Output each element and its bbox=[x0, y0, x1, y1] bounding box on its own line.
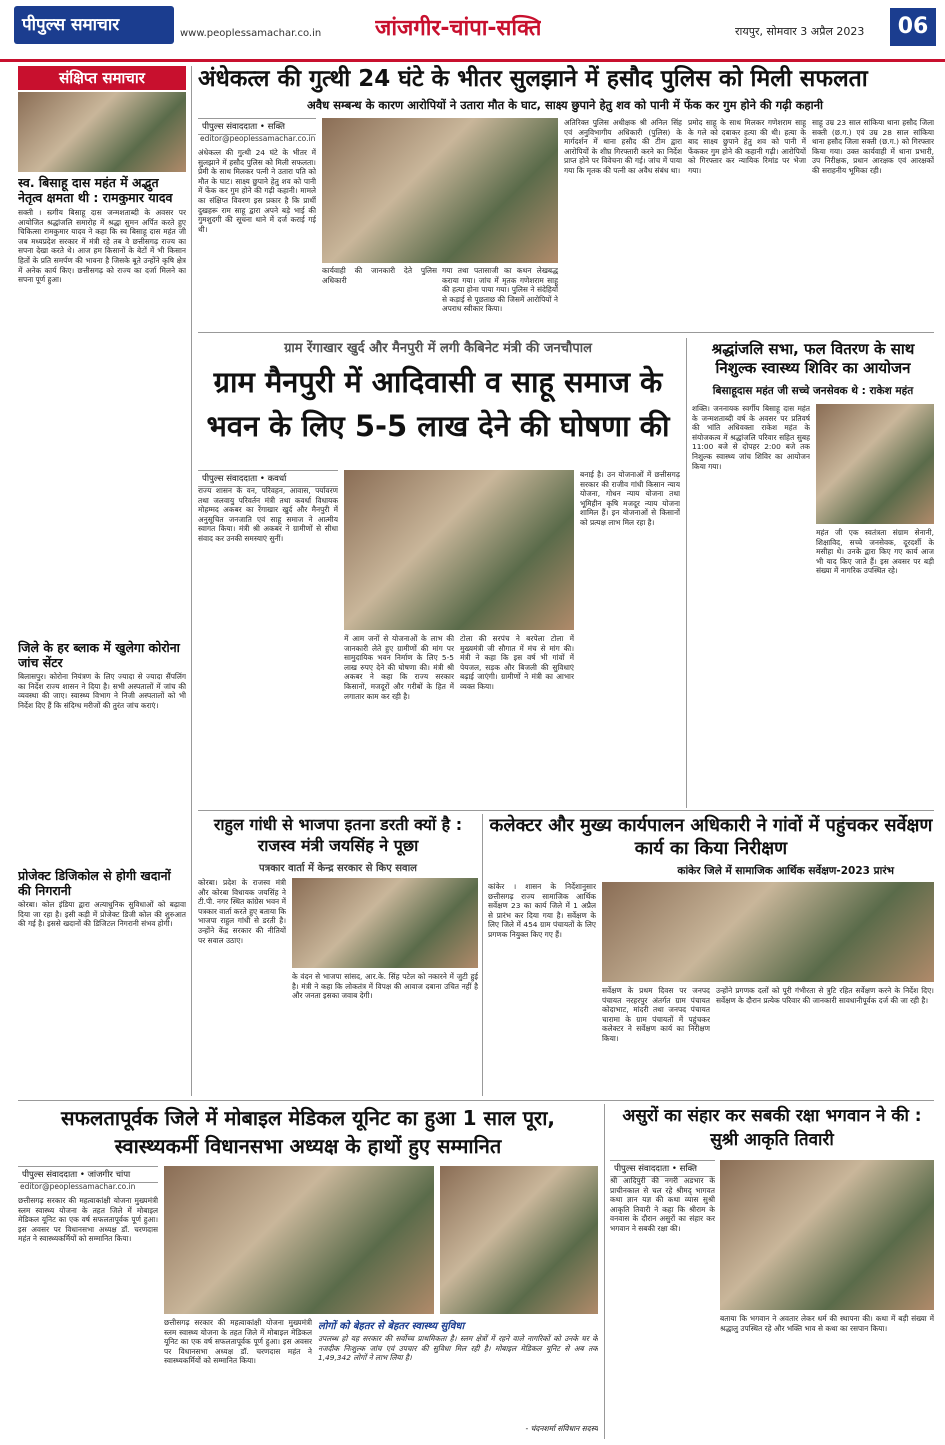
a6-byline: पीपुल्स संवाददाता • जांजगीर चांपा bbox=[18, 1166, 158, 1183]
issue-date: रायपुर, सोमवार 3 अप्रैल 2023 bbox=[735, 25, 865, 38]
a6-email[interactable]: editor@peoplessamachar.co.in bbox=[20, 1182, 136, 1191]
brief-item3-body: कोरबा। कोल इंडिया द्वारा अत्याधुनिक सुविधाओं को बढ़ावा दिया जा रहा है। इसी कड़ी में प्रोजेक्ट डिजी कोल की शुरुआत की गई है। इससे खदानों की डिजिटल निगरानी संभव होगी। bbox=[18, 900, 186, 929]
a4-headline: राहुल गांधी से भाजपा इतना डरती क्यों है : राजस्व मंत्री जयसिंह ने पूछा bbox=[213, 815, 463, 855]
brief-item2-body: बिलासपुर। कोरोना नियंत्रण के लिए ज्यादा से ज्यादा सैंपलिंग का निर्देश राज्य शासन ने दिया है। सभी अस्पतालों में जांच की व्यवस्था की जाए। स्वास्थ्य विभाग ने निजी अस्पतालों को भी निर्देश दिए हैं कि संदिग्ध मरीजों की तुरंत जांच कराएं। bbox=[18, 672, 186, 710]
a2-body-2: में आम जनों से योजनाओं के लाभ की जानकारी लेते हुए ग्रामीणों की मांग पर सामुदायिक भवन निर्माण के लिए 5-5 लाख रुपए देने की घोषणा की। मंत्री श्री अकबर ने कहा कि राज्य सरकार किसानों, मजदूरों और गरीबों के हित में लगातार काम कर रही है। bbox=[344, 634, 454, 701]
a1-body-3: अतिरिक्त पुलिस अधीक्षक श्री अनिल सिंह एवं अनुविभागीय अधिकारी (पुलिस) के मार्गदर्शन में थाना हसौद की टीम द्वारा आरोपियों के शीघ्र गिरफ्तारी करने का निर्देश प्राप्त होने पर विवेचना की गई। जांच में पाया गया कि मृतक की पत्नी का अवैध संबंध था। bbox=[564, 118, 682, 175]
a6-body-2: छत्तीसगढ़ सरकार की महत्वाकांक्षी योजना मुख्यमंत्री स्लम स्वास्थ्य योजना के तहत जिले में मोबाइल मेडिकल यूनिट का एक वर्ष सफलतापूर्वक पूर्ण हुआ। इस अवसर पर विधानसभा अध्यक्ष डॉ. चरणदास महंत ने स्वास्थ्यकर्मियों को सम्मानित किया। bbox=[164, 1318, 312, 1366]
a6-staff-photo bbox=[440, 1166, 598, 1314]
brief-item3-title: प्रोजेक्ट डिजिकोल से होगी खदानों की निगरानी bbox=[18, 868, 171, 898]
a6-quote-title: लोगों को बेहतर से बेहतर स्वास्थ्य सुविधा bbox=[318, 1321, 465, 1332]
a5-headline: कलेक्टर और मुख्य कार्यपालन अधिकारी ने गांवों में पहुंचकर सर्वेक्षण कार्य का किया निरीक्षण bbox=[489, 815, 933, 859]
masthead bbox=[0, 0, 945, 62]
brief-item1-body: सक्ती । स्व्र्गीय बिसाहू दास जन्मशताब्दी के अवसर पर आयोजित श्रद्धांजलि समारोह में श्रद्धा सुमन अर्पित करते हुए चिकित्सा रामकुमार यादव ने कहा कि स्व बिसाहू दास महंत जी जब मध्यप्रदेश सरकार में मंत्री रहे तब वे छत्तीसगढ़ राज्य का सपना देखा करते थे। आज हम किसानों के बेटों में भी किसान हितों के प्रति समर्पण की भावना है जिसके बूते उन्होंने कृषि क्षेत्र में अनेक कार्य किए। छत्तीसगढ़ को राज्य का दर्जा मिलने का सपना पूर्ण हुआ। bbox=[18, 208, 186, 285]
brief-item1-title: स्व. बिसाहू दास महंत में अद्भुत नेतृत्व क्षमता थी : रामकुमार यादव bbox=[18, 175, 173, 205]
a1-email[interactable]: editor@peoplessamachar.co.in bbox=[200, 134, 316, 143]
a2-body-4: बनाई है। उन योजनाओं में छत्तीसगढ़ सरकार की राजीव गांधी किसान न्याय योजना, गोधन न्याय योजना तथा भूमिहीन कृषि मजदूर न्याय योजना शामिल हैं। इन योजनाओं से किसानों को प्रत्यक्ष लाभ मिल रहा है। bbox=[580, 470, 680, 527]
a4-subheadline: पत्रकार वार्ता में केन्द्र सरकार से किए सवाल bbox=[259, 863, 417, 874]
a4-body-2: के वंदन से भाजपा सांसद, आर.के. सिंह पटेल को नकारने में जुटी हुई है। मंत्री ने कहा कि लोकतंत्र में विपक्ष की आवाज दबाना उचित नहीं है और जनता इसका जवाब देगी। bbox=[292, 972, 478, 1001]
a2-meeting-photo bbox=[344, 470, 574, 630]
a1-body-2: गया तथा पतासाजी का कथन लेखबद्ध कराया गया। जांच में मृतक गणेशराम साहू की हत्या होना पाया गया। पुलिस ने संदेहियों से कड़ाई से पूछताछ की जिसमें आरोपियों ने अपराध स्वीकार किया। bbox=[442, 266, 558, 314]
a1-subheadline: अवैध सम्बन्ध के कारण आरोपियों ने उतारा मौत के घाट, साक्ष्य छुपाने हेतु शव को पानी में फेंक कर गुम होने की गढ़ी कहानी bbox=[306, 98, 823, 112]
divider bbox=[198, 810, 934, 811]
a1-headline: अंधेकत्ल की गुत्थी 24 घंटे के भीतर सुलझाने में हसौद पुलिस को मिली सफलता bbox=[198, 66, 868, 92]
a7-body-2: बताया कि भगवान ने अवतार लेकर धर्म की स्थापना की। कथा में बड़ी संख्या में श्रद्धालु उपस्थित रहे और भक्ति भाव से कथा का रसपान किया। bbox=[720, 1314, 934, 1333]
a6-headline: सफलतापूर्वक जिले में मोबाइल मेडिकल यूनिट का हुआ 1 साल पूरा, स्वास्थ्यकर्मी विधानसभा अध्यक्ष के हाथों हुए सम्मानित bbox=[60, 1106, 556, 1158]
a1-body-1: अंधेकत्ल की गुत्थी 24 घंटे के भीतर में सुलझाने में हसौद पुलिस को मिली सफलता। प्रेमी के साथ मिलकर पत्नी ने उतारा पति को मौत के घाट। साक्ष्य छुपाने हेतु शव को पानी में फेंक कर गुम होने की गढ़ी कहानी। मामले का संक्षिप्त विवरण इस प्रकार है कि प्रार्थी दुखहरू राम साहू द्वारा अपने बड़े भाई की गुमशुदगी की सूचना थाने में दर्ज कराई गई थी। bbox=[198, 148, 316, 234]
a2-body-1: राज्य शासन के वन, परिवहन, आवास, पर्यावरण तथा जलवायु परिवर्तन मंत्री तथा कवर्धा विधायक मोहम्मद अकबर का रेंगाखार खुर्द और मैनपुरी में अनुसूचित जनजाति एवं साहू समाज ने आत्मीय स्वागत किया। मंत्री श्री अकबर ने ग्रामीणों से सीधा संवाद कर उनकी समस्याएं सुनीं। bbox=[198, 486, 338, 543]
column-divider bbox=[191, 66, 192, 1096]
a1-body-4: प्रमोद साहू के साथ मिलकर गणेशराम साहू के गले को दबाकर हत्या की थी। हत्या के बाद साक्ष्य छुपाने हेतु शव को पानी में फेंककर गुम होने की कहानी गढ़ी। आरोपियों को गिरफ्तार कर न्यायिक रिमांड पर भेजा गया। bbox=[688, 118, 806, 175]
a3-body-1: शक्ति। जननायक स्वर्गीय बिसाहू दास महंत के जन्मशताब्दी वर्ष के अवसर पर प्रतिवर्ष की भांति अधिवक्ता राकेश महंत के संयोजकत्व में श्रद्धांजलि परिवार सहित सुबह 11:00 बजे से दोपहर 2:00 बजे तक निशुल्क स्वास्थ्य जांच शिविर का आयोजन किया गया। bbox=[692, 404, 810, 471]
brief-item2-title: जिले के हर ब्लाक में खुलेगा कोरोना जांच सेंटर bbox=[18, 640, 180, 670]
a3-body-2: महंत जी एक स्वतंत्रता संग्राम सेनानी, शिक्षाविद, सच्चे जनसेवक, दूरदर्शी के मसीहा थे। उनके द्वारा किए गए कार्य आज भी याद किए जाते हैं। इस अवसर पर बड़ी संख्या में नागरिक उपस्थित रहे। bbox=[816, 528, 934, 576]
newspaper-logo: पीपुल्स समाचार bbox=[14, 6, 174, 44]
divider bbox=[604, 1104, 605, 1439]
a6-quote-attribution: - चंदनशर्मा संविधान सदस्य bbox=[525, 1424, 598, 1433]
brief-photo bbox=[18, 92, 186, 172]
brief-news-header: संक्षिप्त समाचार bbox=[18, 66, 186, 90]
divider bbox=[198, 332, 934, 333]
a5-inspection-photo bbox=[602, 882, 934, 982]
a2-body-3: टोला की सरपंच ने बरपेला टोला में मुख्यमंत्री जी सौगात में मंच से मांग की। मंत्री ने कहा कि इस वर्ष भी गांवों में पेयजल, सड़क और बिजली की सुविधाएं बढ़ाई जाएंगी। ग्रामीणों ने मंत्री का आभार व्यक्त किया। bbox=[460, 634, 574, 691]
section-title: जांजगीर-चांपा-सक्ति bbox=[375, 16, 542, 41]
a5-subheadline: कांकेर जिले में सामाजिक आर्थिक सर्वेक्षण-2023 प्रारंभ bbox=[677, 865, 894, 877]
a4-body-1: कोरबा। प्रदेश के राजस्व मंत्री और कोरबा विधायक जयसिंह ने टी.पी. नगर स्थित कांग्रेस भवन में पत्रकार वार्ता करते हुए बताया कि भाजपा राहुल गांधी से डरती है। उन्होंने केंद्र सरकार की नीतियों पर सवाल उठाए। bbox=[198, 878, 286, 945]
a3-headline: श्रद्धांजलि सभा, फल वितरण के साथ निशुल्क स्वास्थ्य शिविर का आयोजन bbox=[711, 340, 915, 377]
a3-subheadline: बिसाहूदास महंत जी सच्चे जनसेवक थे : राकेश महंत bbox=[712, 385, 914, 397]
a1-byline: पीपुल्स संवाददाता • सक्ति bbox=[198, 118, 316, 135]
website-url[interactable]: www.peoplessamachar.co.in bbox=[180, 28, 322, 39]
divider bbox=[18, 1100, 934, 1101]
a5-body-1: कांकेर । शासन के निर्देशानुसार छत्तीसगढ़ राज्य सामाजिक आर्थिक सर्वेक्षण 23 का कार्य जिले में 1 अप्रैल से प्रारंभ कर दिया गया है। सर्वेक्षण के लिए जिले में 454 ग्राम पंचायतों के लिए प्रगणक नियुक्त किए गए हैं। bbox=[488, 882, 596, 939]
a6-ceremony-photo bbox=[164, 1166, 434, 1314]
a6-quote-body: उपलब्ध हो यह सरकार की सर्वोच्च प्राथमिकता है। स्लम क्षेत्रों में रहने वाले नागरिकों को उनके घर के नजदीक निःशुल्क जांच एवं उपचार की सुविधा मिल रही है। मोबाइल मेडिकल यूनिट से अब तक 1,49,342 लोगों ने लाभ लिया है। bbox=[318, 1334, 598, 1363]
page-number: 06 bbox=[890, 8, 936, 46]
a2-kicker: ग्राम रेंगाखार खुर्द और मैनपुरी में लगी कैबिनेट मंत्री की जनचौपाल bbox=[284, 341, 592, 356]
a7-body-1: श्री आदिपुरी की नगरी अडभार के प्राचीनकाल से चल रहे श्रीमद् भागवत कथा ज्ञान यज्ञ की कथा व्यास सुश्री आकृति तिवारी ने कहा कि श्रीराम के वनवास के दौरान असुरों का संहार कर भगवान ने सबकी रक्षा की। bbox=[610, 1176, 715, 1233]
a1-photo-caption: कार्यवाही की जानकारी देते पुलिस अधिकारी bbox=[322, 266, 437, 285]
a4-press-photo bbox=[292, 878, 478, 968]
a1-body-5: साहू उम्र 23 साल सांकिया थाना हसौद जिला सक्ती (छ.ग.) एवं उम्र 28 साल सांकिया थाना हसौद जिला सक्ती (छ.ग.) को गिरफ्तार किया गया। उक्त कार्यवाही में थाना प्रभारी, उप निरीक्षक, प्रधान आरक्षक एवं आरक्षकों की सराहनीय भूमिका रही। bbox=[812, 118, 934, 175]
a1-police-photo bbox=[322, 118, 558, 263]
a7-katha-photo bbox=[720, 1160, 934, 1310]
a3-camp-photo bbox=[816, 404, 934, 524]
a5-body-2: सर्वेक्षण के प्रथम दिवस पर जनपद पंचायत नरहरपुर अंतर्गत ग्राम पंचायत कोदाभाट, मांदरी तथा जनपद पंचायत चारामा के ग्राम पंचायतों में पहुंचकर कलेक्टर ने सर्वेक्षण कार्य का निरीक्षण किया। bbox=[602, 986, 710, 1043]
a5-body-3: उन्होंने प्रगणक दलों को पूरी गंभीरता से त्रुटि रहित सर्वेक्षण करने के निर्देश दिए। सर्वेक्षण के दौरान प्रत्येक परिवार की जानकारी सावधानीपूर्वक दर्ज की जा रही है। bbox=[716, 986, 934, 1005]
divider bbox=[686, 338, 687, 808]
a2-byline: पीपुल्स संवाददाता • कवर्धा bbox=[198, 470, 338, 487]
a2-headline: ग्राम मैनपुरी में आदिवासी व साहू समाज के भवन के लिए 5-5 लाख देने की घोषणा की bbox=[206, 365, 670, 443]
divider bbox=[482, 814, 483, 1096]
a6-body-1: छत्तीसगढ़ सरकार की महत्वाकांक्षी योजना मुख्यमंत्री स्लम स्वास्थ्य योजना के तहत जिले में मोबाइल मेडिकल यूनिट का एक वर्ष सफलतापूर्वक पूर्ण हुआ। इस अवसर पर विधानसभा अध्यक्ष डॉ. चरणदास महंत ने स्वास्थ्यकर्मियों को सम्मानित किया। bbox=[18, 1196, 158, 1244]
a7-headline: असुरों का संहार कर सबकी रक्षा भगवान ने की : सुश्री आकृति तिवारी bbox=[622, 1106, 922, 1150]
a7-byline: पीपुल्स संवाददाता • सक्ति bbox=[610, 1160, 715, 1177]
